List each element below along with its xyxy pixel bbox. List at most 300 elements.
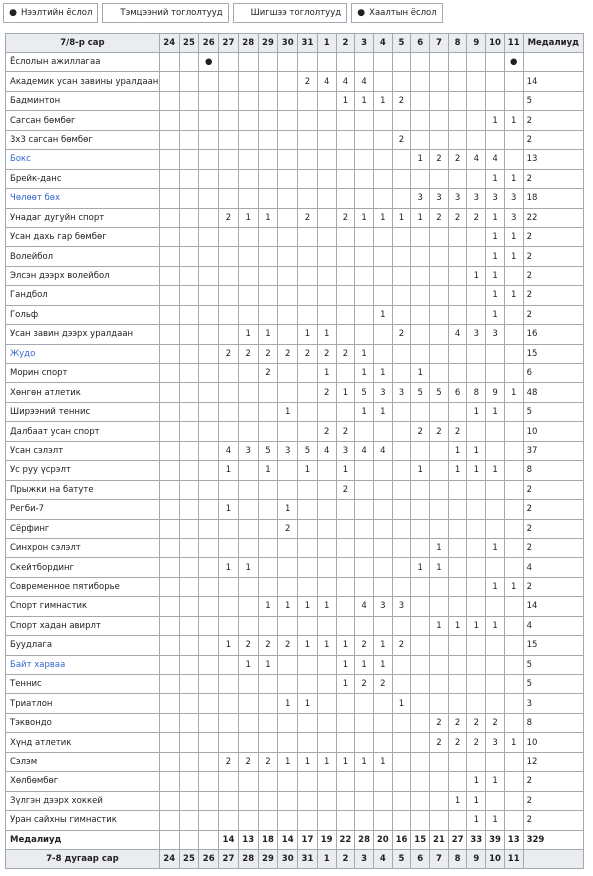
day-cell: 1 — [486, 169, 505, 188]
row-total: 5 — [523, 655, 583, 674]
day-cell — [373, 811, 392, 830]
daily-total — [199, 830, 219, 849]
day-cell: 2 — [258, 636, 278, 655]
day-cell — [159, 441, 179, 460]
day-cell — [336, 247, 355, 266]
day-cell — [467, 519, 486, 538]
day-cell — [430, 344, 449, 363]
day-cell — [317, 111, 336, 130]
day-cell — [298, 655, 318, 674]
day-cell — [179, 616, 199, 635]
day-cell: 1 — [278, 597, 298, 616]
daily-total: 17 — [298, 830, 318, 849]
day-cell — [278, 558, 298, 577]
day-cell — [219, 53, 239, 72]
day-cell — [238, 383, 258, 402]
day-cell: 1 — [504, 286, 523, 305]
day-cell: 1 — [298, 461, 318, 480]
day-cell — [199, 227, 219, 246]
day-cell — [199, 169, 219, 188]
daily-total: 13 — [238, 830, 258, 849]
day-cell — [336, 772, 355, 791]
day-footer: 9 — [467, 849, 486, 868]
day-cell: 1 — [486, 208, 505, 227]
day-cell — [159, 713, 179, 732]
day-header: 29 — [258, 34, 278, 53]
sport-name: Элсэн дээрх волейбол — [6, 266, 160, 285]
day-cell — [199, 500, 219, 519]
day-cell — [298, 519, 318, 538]
day-cell — [258, 227, 278, 246]
day-footer: 30 — [278, 849, 298, 868]
day-cell: 1 — [486, 616, 505, 635]
day-cell — [373, 616, 392, 635]
day-cell — [179, 111, 199, 130]
day-cell — [355, 461, 374, 480]
day-cell: 1 — [373, 364, 392, 383]
day-cell — [258, 383, 278, 402]
day-cell — [238, 150, 258, 169]
day-cell — [467, 597, 486, 616]
day-cell — [219, 694, 239, 713]
day-cell — [355, 713, 374, 732]
day-cell: 1 — [486, 266, 505, 285]
day-cell — [238, 597, 258, 616]
sport-name: Гольф — [6, 305, 160, 324]
day-cell: 1 — [317, 325, 336, 344]
row-total: 8 — [523, 461, 583, 480]
day-cell — [278, 733, 298, 752]
day-cell — [411, 752, 430, 771]
day-cell — [199, 344, 219, 363]
day-cell — [430, 111, 449, 130]
day-cell — [199, 91, 219, 110]
row-total: 2 — [523, 286, 583, 305]
day-cell: 1 — [298, 325, 318, 344]
day-cell: 2 — [467, 208, 486, 227]
header-row — [6, 34, 584, 53]
day-cell — [159, 791, 179, 810]
day-cell: 2 — [278, 519, 298, 538]
day-cell — [179, 72, 199, 91]
day-header: 28 — [238, 34, 258, 53]
day-cell — [278, 305, 298, 324]
day-cell — [355, 616, 374, 635]
day-cell — [199, 305, 219, 324]
day-cell — [355, 130, 374, 149]
day-cell — [238, 286, 258, 305]
day-cell: 1 — [504, 577, 523, 596]
sport-name: Уран сайхны гимнастик — [6, 811, 160, 830]
day-cell — [317, 558, 336, 577]
day-cell: 3 — [430, 189, 449, 208]
day-cell: 3 — [486, 189, 505, 208]
day-cell — [373, 713, 392, 732]
day-cell: 1 — [504, 227, 523, 246]
day-cell — [159, 150, 179, 169]
day-cell — [448, 480, 467, 499]
day-cell — [159, 733, 179, 752]
day-cell — [467, 694, 486, 713]
day-cell — [219, 189, 239, 208]
day-cell — [238, 616, 258, 635]
day-cell — [430, 266, 449, 285]
day-cell: 5 — [355, 383, 374, 402]
day-cell — [504, 772, 523, 791]
day-cell — [336, 791, 355, 810]
day-cell — [448, 402, 467, 421]
daily-total: 33 — [467, 830, 486, 849]
day-cell — [411, 169, 430, 188]
day-cell — [392, 227, 411, 246]
day-cell — [278, 616, 298, 635]
day-cell — [159, 811, 179, 830]
day-cell — [467, 91, 486, 110]
day-cell — [317, 500, 336, 519]
day-cell — [504, 461, 523, 480]
day-cell: 3 — [411, 189, 430, 208]
day-cell — [355, 169, 374, 188]
day-cell — [258, 480, 278, 499]
day-cell — [373, 247, 392, 266]
day-cell — [258, 713, 278, 732]
day-cell — [486, 441, 505, 460]
day-cell — [392, 558, 411, 577]
day-cell: 1 — [355, 208, 374, 227]
row-total: 5 — [523, 402, 583, 421]
sport-name: Усан сэлэлт — [6, 441, 160, 460]
day-cell: 1 — [355, 752, 374, 771]
day-cell — [504, 305, 523, 324]
day-cell: 2 — [448, 150, 467, 169]
day-cell: 1 — [219, 636, 239, 655]
day-cell — [159, 169, 179, 188]
day-cell: 8 — [467, 383, 486, 402]
day-cell — [298, 53, 318, 72]
day-cell — [278, 422, 298, 441]
sport-name: Бадминтон — [6, 91, 160, 110]
row-total: 37 — [523, 441, 583, 460]
day-cell — [219, 577, 239, 596]
sport-link[interactable]: Чөлөөт бөх — [6, 189, 160, 208]
day-cell — [373, 53, 392, 72]
day-cell — [392, 675, 411, 694]
row-total: 6 — [523, 364, 583, 383]
day-cell — [411, 111, 430, 130]
sport-name: Скейтбординг — [6, 558, 160, 577]
day-cell — [298, 189, 318, 208]
totals-row — [6, 830, 584, 849]
table-row — [6, 772, 584, 791]
day-cell — [199, 480, 219, 499]
day-cell — [219, 675, 239, 694]
day-cell: 1 — [355, 402, 374, 421]
day-header: 4 — [373, 34, 392, 53]
day-cell: 1 — [467, 441, 486, 460]
day-cell — [336, 189, 355, 208]
sport-link[interactable]: Бокс — [6, 150, 160, 169]
day-cell: 3 — [467, 325, 486, 344]
day-cell — [179, 305, 199, 324]
day-cell: 2 — [258, 364, 278, 383]
day-cell — [238, 733, 258, 752]
day-cell: 1 — [258, 597, 278, 616]
day-cell — [430, 480, 449, 499]
legend-item — [102, 3, 228, 23]
day-cell — [238, 111, 258, 130]
day-cell — [298, 422, 318, 441]
day-cell — [219, 325, 239, 344]
day-cell — [179, 772, 199, 791]
day-cell: 1 — [448, 441, 467, 460]
day-cell — [238, 72, 258, 91]
day-cell: 2 — [467, 713, 486, 732]
day-cell: 1 — [486, 538, 505, 557]
day-cell — [159, 111, 179, 130]
day-cell — [411, 616, 430, 635]
day-cell: 1 — [317, 752, 336, 771]
day-cell — [430, 364, 449, 383]
sport-name: Спорт хадан авирлт — [6, 616, 160, 635]
day-cell: 1 — [355, 91, 374, 110]
day-cell — [504, 325, 523, 344]
day-cell: 1 — [219, 461, 239, 480]
day-cell — [179, 500, 199, 519]
day-cell: 4 — [355, 72, 374, 91]
day-footer: 25 — [179, 849, 199, 868]
day-header: 5 — [392, 34, 411, 53]
day-cell: 3 — [373, 383, 392, 402]
day-cell — [411, 305, 430, 324]
day-cell — [219, 383, 239, 402]
day-cell — [238, 713, 258, 732]
day-cell — [278, 111, 298, 130]
day-cell — [504, 655, 523, 674]
day-cell — [392, 772, 411, 791]
day-cell — [411, 500, 430, 519]
day-cell — [336, 286, 355, 305]
day-cell — [199, 383, 219, 402]
dot-icon: ● — [357, 8, 366, 18]
day-cell — [430, 500, 449, 519]
day-cell — [486, 519, 505, 538]
day-cell — [159, 364, 179, 383]
footer-row — [6, 849, 584, 868]
day-cell: 1 — [298, 694, 318, 713]
day-cell — [355, 519, 374, 538]
day-cell — [392, 72, 411, 91]
day-cell — [336, 519, 355, 538]
day-cell — [199, 422, 219, 441]
day-cell — [430, 694, 449, 713]
day-cell — [504, 597, 523, 616]
day-cell — [486, 791, 505, 810]
day-cell — [504, 558, 523, 577]
day-footer: 1 — [317, 849, 336, 868]
day-cell — [411, 266, 430, 285]
day-cell — [238, 694, 258, 713]
day-cell — [448, 655, 467, 674]
sport-link[interactable]: Байт харваа — [6, 655, 160, 674]
day-cell — [258, 305, 278, 324]
sport-name: Регби-7 — [6, 500, 160, 519]
day-cell — [298, 558, 318, 577]
day-cell — [258, 422, 278, 441]
day-cell — [467, 247, 486, 266]
sport-name: 3х3 сагсан бөмбөг — [6, 130, 160, 149]
day-cell — [392, 713, 411, 732]
day-cell — [298, 402, 318, 421]
day-cell — [199, 772, 219, 791]
day-cell — [392, 169, 411, 188]
day-cell — [219, 227, 239, 246]
day-cell: 1 — [355, 655, 374, 674]
day-cell — [278, 461, 298, 480]
legend-item — [351, 3, 443, 23]
sport-name: Триатлон — [6, 694, 160, 713]
day-cell — [199, 189, 219, 208]
day-cell — [159, 752, 179, 771]
day-cell — [486, 422, 505, 441]
day-cell: 4 — [219, 441, 239, 460]
day-cell — [219, 772, 239, 791]
day-cell — [199, 208, 219, 227]
day-cell — [159, 461, 179, 480]
day-cell: 1 — [336, 675, 355, 694]
day-cell — [317, 286, 336, 305]
day-cell: 1 — [298, 597, 318, 616]
dot-icon: ● — [9, 8, 17, 18]
day-cell — [411, 655, 430, 674]
day-cell — [298, 169, 318, 188]
day-cell — [159, 616, 179, 635]
day-cell — [430, 597, 449, 616]
day-cell: 1 — [392, 694, 411, 713]
day-cell — [336, 130, 355, 149]
day-cell — [219, 597, 239, 616]
day-cell — [448, 675, 467, 694]
day-cell — [199, 266, 219, 285]
day-cell — [179, 150, 199, 169]
day-cell — [159, 227, 179, 246]
day-cell — [448, 305, 467, 324]
day-cell: 2 — [430, 422, 449, 441]
day-cell — [219, 91, 239, 110]
day-cell — [486, 91, 505, 110]
day-cell — [336, 150, 355, 169]
row-total: 2 — [523, 169, 583, 188]
table-row — [6, 655, 584, 674]
day-cell — [238, 130, 258, 149]
day-cell — [199, 364, 219, 383]
day-cell — [448, 247, 467, 266]
day-cell — [278, 91, 298, 110]
daily-total: 39 — [486, 830, 505, 849]
day-cell — [238, 422, 258, 441]
day-cell — [238, 461, 258, 480]
day-cell: 1 — [238, 325, 258, 344]
row-total: 2 — [523, 305, 583, 324]
day-cell — [355, 247, 374, 266]
day-cell: 1 — [373, 636, 392, 655]
table-row — [6, 733, 584, 752]
row-total: 2 — [523, 577, 583, 596]
day-cell — [336, 169, 355, 188]
row-total: 4 — [523, 616, 583, 635]
day-cell — [411, 130, 430, 149]
day-cell: 1 — [258, 461, 278, 480]
day-cell — [219, 655, 239, 674]
day-cell: 3 — [467, 189, 486, 208]
day-cell: 3 — [373, 597, 392, 616]
day-cell — [467, 636, 486, 655]
sport-name: Сёрфинг — [6, 519, 160, 538]
day-cell — [317, 480, 336, 499]
day-cell: 2 — [219, 344, 239, 363]
day-cell — [430, 227, 449, 246]
daily-total: 15 — [411, 830, 430, 849]
table-row — [6, 247, 584, 266]
table-row — [6, 91, 584, 110]
day-cell — [278, 325, 298, 344]
day-cell — [199, 325, 219, 344]
day-cell: 4 — [355, 597, 374, 616]
day-cell — [467, 538, 486, 557]
day-cell — [159, 655, 179, 674]
day-cell — [258, 811, 278, 830]
day-cell — [392, 733, 411, 752]
day-cell — [504, 402, 523, 421]
ceremony-dot-icon: ● — [504, 53, 523, 72]
day-cell: 1 — [373, 402, 392, 421]
day-cell: 1 — [486, 461, 505, 480]
day-cell — [179, 247, 199, 266]
day-cell — [298, 247, 318, 266]
day-cell — [392, 111, 411, 130]
day-cell — [430, 402, 449, 421]
day-cell — [317, 189, 336, 208]
day-cell — [258, 791, 278, 810]
day-cell — [336, 538, 355, 557]
day-cell — [159, 402, 179, 421]
day-cell — [219, 72, 239, 91]
day-cell — [317, 266, 336, 285]
day-cell — [219, 422, 239, 441]
day-cell — [258, 519, 278, 538]
day-cell — [278, 266, 298, 285]
day-footer: 2 — [336, 849, 355, 868]
day-cell — [355, 227, 374, 246]
day-cell — [258, 91, 278, 110]
day-header: 24 — [159, 34, 179, 53]
day-cell — [448, 72, 467, 91]
day-cell — [486, 558, 505, 577]
day-cell — [159, 266, 179, 285]
day-cell: 2 — [219, 208, 239, 227]
row-total: 8 — [523, 713, 583, 732]
day-cell — [448, 500, 467, 519]
day-cell — [258, 150, 278, 169]
day-cell — [278, 247, 298, 266]
day-cell — [179, 461, 199, 480]
day-cell — [336, 694, 355, 713]
day-cell — [411, 538, 430, 557]
day-cell — [467, 53, 486, 72]
day-cell — [298, 713, 318, 732]
day-cell — [199, 616, 219, 635]
sport-link[interactable]: Жудо — [6, 344, 160, 363]
day-cell — [278, 364, 298, 383]
